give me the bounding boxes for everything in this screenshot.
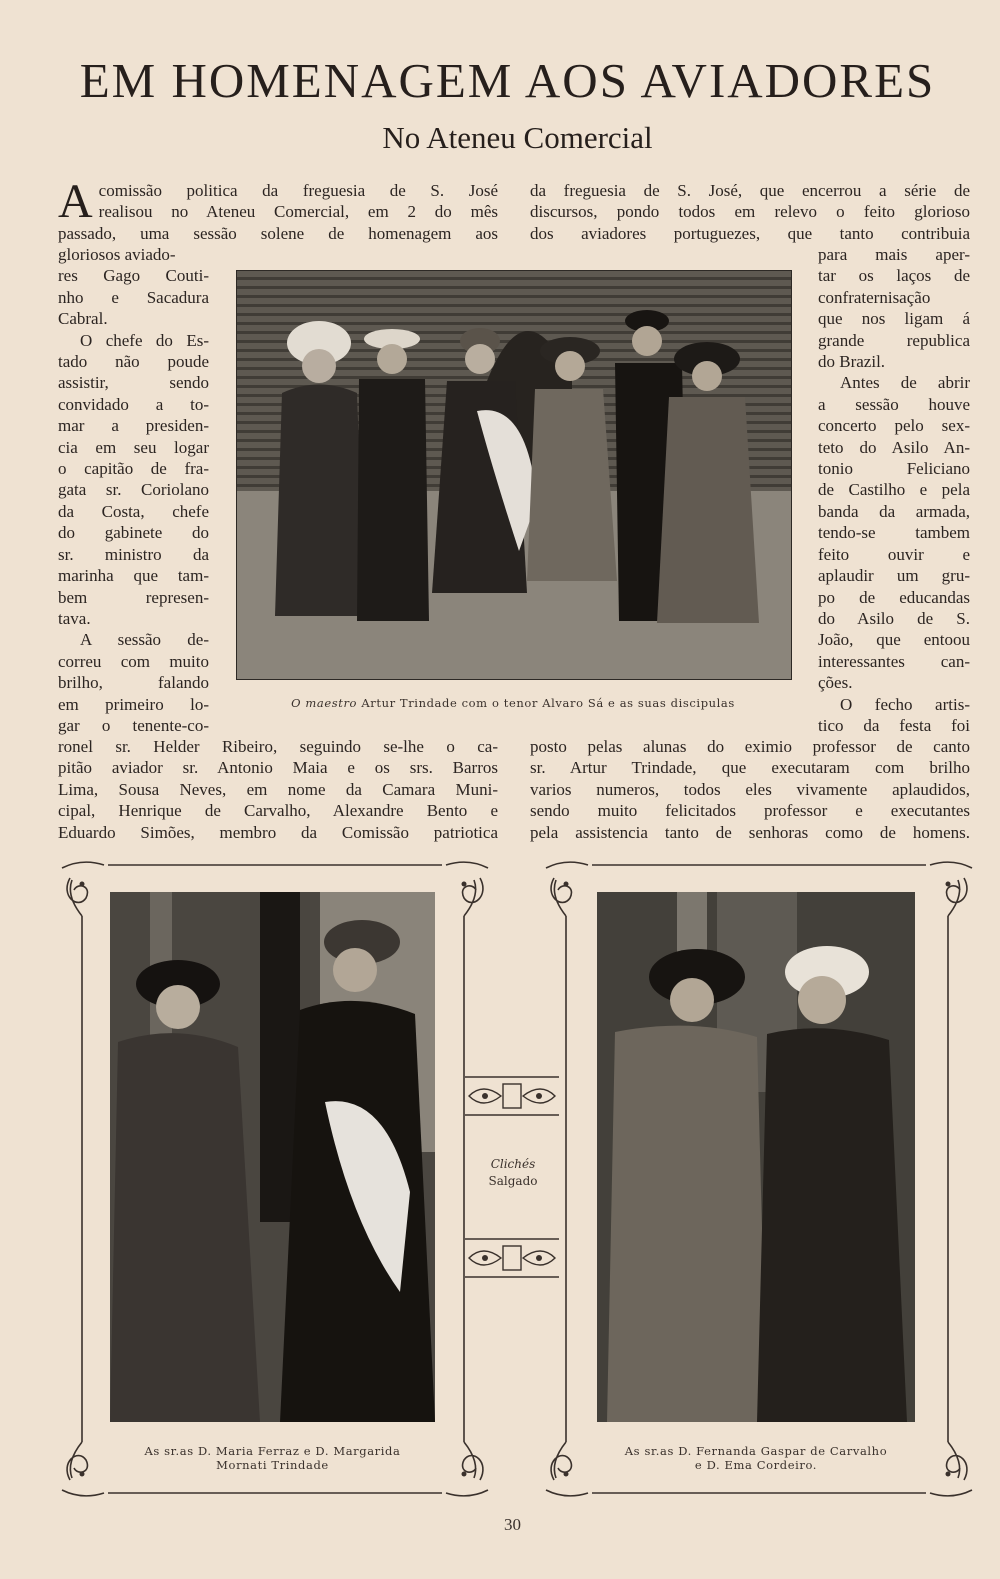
portrait-right-illustration xyxy=(597,892,915,1422)
text-line: gata sr. Coriolano xyxy=(58,480,209,500)
text-line: da freguesia de S. José, que encerrou a série de xyxy=(530,181,970,200)
text-line: sendo muito felicitados professor e executantes xyxy=(530,801,970,821)
left-column-top xyxy=(58,175,498,244)
caption-line: As sr.as D. Fernanda Gaspar de Carvalho xyxy=(624,1444,888,1458)
text-line: realisou no Ateneu Comercial, em 2 do mês xyxy=(98,202,498,222)
portrait-left-illustration xyxy=(110,892,435,1422)
text-line: posto pelas alunas do eximio professor de canto xyxy=(530,737,970,756)
text-line: para mais aper- xyxy=(818,245,970,264)
text-line: do Brazil. xyxy=(818,352,886,372)
text-line: a sessão houve xyxy=(818,394,970,414)
text-line: aplaudir um gru- xyxy=(818,566,970,586)
text-line: comissão politica da freguesia de S. José xyxy=(98,181,498,200)
text-line: marinha que tam- xyxy=(58,566,209,586)
text-line: ronel sr. Helder Ribeiro, seguindo se-lhe o ca- xyxy=(58,737,498,756)
text-line: Cabral. xyxy=(58,309,108,329)
text-line: grande republica xyxy=(818,330,970,350)
text-line: gloriosos aviado- xyxy=(58,245,176,264)
portrait-right-caption xyxy=(587,1444,925,1472)
text-line: correu com muito xyxy=(58,651,209,671)
text-line: tendo-se tambem xyxy=(818,523,970,543)
text-line: feito ouvir e xyxy=(818,544,970,564)
text-line: da Costa, chefe xyxy=(58,501,209,521)
photo-credit xyxy=(463,1156,563,1190)
text-line: de Castilho e pela xyxy=(818,480,970,500)
text-line: do Asilo de S. xyxy=(818,608,970,628)
text-line: banda da armada, xyxy=(818,501,970,521)
drop-cap: A xyxy=(58,175,93,228)
article-subheadline: No Ateneu Comercial xyxy=(382,120,653,155)
group-photo xyxy=(236,270,792,680)
caption-text: Artur Trindade com o tenor Alvaro Sá e as suas discipulas xyxy=(361,696,735,710)
text-line: pitão aviador sr. Antonio Maia e os srs. Barros xyxy=(58,758,498,778)
text-line: A sessão de- xyxy=(80,630,209,650)
right-column-narrow xyxy=(818,244,970,736)
text-line: assistir, sendo xyxy=(58,373,209,393)
portrait-left-caption xyxy=(100,1444,445,1472)
text-line: Lima, Sousa Neves, em nome da Camara Muni- xyxy=(58,779,498,799)
text-line: dos aviadores portuguezes, que tanto contribuia xyxy=(530,223,970,243)
text-line: discursos, pondo todos em relevo o feito glorioso xyxy=(530,202,970,222)
text-line: tico da festa foi xyxy=(818,715,970,735)
text-line: varios numeros, todos eles vivamente aplaudidos, xyxy=(530,779,970,799)
text-line: cipal, Henrique de Carvalho, Alexandre Bento e xyxy=(58,801,498,821)
credit-line-1: Clichés xyxy=(490,1157,536,1171)
text-line: sr. Artur Trindade, que executaram com brilho xyxy=(530,758,970,778)
caption-line: Mornati Trindade xyxy=(216,1458,329,1472)
right-column-bottom xyxy=(530,736,970,843)
caption-line: As sr.as D. Maria Ferraz e D. Margarida xyxy=(144,1444,401,1458)
text-line: convidado a to- xyxy=(58,394,209,414)
text-line: Antes de abrir xyxy=(840,373,970,393)
text-line: sr. ministro da xyxy=(58,544,209,564)
text-line: Eduardo Simões, membro da Comissão patriotica xyxy=(58,822,498,842)
left-column-narrow xyxy=(58,244,209,736)
text-line: O fecho artis- xyxy=(840,694,970,714)
text-line: concerto pelo sex- xyxy=(818,416,970,436)
caption-line: e D. Ema Cordeiro. xyxy=(694,1458,818,1472)
text-line: pela assistencia tanto de senhoras como de homens. xyxy=(530,822,970,842)
center-ornament-top xyxy=(463,1074,561,1118)
text-line: que nos ligam á xyxy=(818,309,970,329)
text-line: tonio Feliciano xyxy=(818,459,970,479)
group-photo-illustration xyxy=(237,271,791,679)
page-number: 30 xyxy=(504,1515,521,1534)
text-line: passado, uma sessão solene de homenagem aos xyxy=(58,223,498,243)
center-ornament-bottom xyxy=(463,1236,561,1280)
text-line: o capitão de fra- xyxy=(58,459,209,479)
text-line: interessantes can- xyxy=(818,651,970,671)
text-line: gar o tenente-co- xyxy=(58,715,209,735)
text-line: mar a presiden- xyxy=(58,416,209,436)
text-line: teto do Asilo An- xyxy=(818,437,970,457)
text-line: po de educandas xyxy=(818,587,970,607)
text-line: brilho, falando xyxy=(58,673,209,693)
text-line: res Gago Couti- xyxy=(58,266,209,286)
text-line: do gabinete do xyxy=(58,523,209,543)
text-line: nho e Sacadura xyxy=(58,287,209,307)
group-photo-caption xyxy=(236,696,790,710)
credit-line-2: Salgado xyxy=(488,1174,538,1188)
left-column-bottom xyxy=(58,736,498,843)
text-line: tava. xyxy=(58,608,91,628)
text-line: em primeiro lo- xyxy=(58,694,209,714)
text-line: tado não poude xyxy=(58,352,209,372)
text-line: ções. xyxy=(818,673,853,693)
caption-italic: O maestro xyxy=(291,696,358,710)
text-line: João, que entoou xyxy=(818,630,970,650)
portrait-photo-right xyxy=(597,892,915,1422)
text-line: O chefe do Es- xyxy=(80,330,209,350)
text-line: tar os laços de xyxy=(818,266,970,286)
text-line: cia em seu logar xyxy=(58,437,209,457)
text-line: bem represen- xyxy=(58,587,209,607)
right-column-top xyxy=(530,180,970,244)
text-line: confraternisação xyxy=(818,287,931,307)
article-headline: EM HOMENAGEM AOS AVIADORES xyxy=(79,53,936,108)
portrait-photo-left xyxy=(110,892,435,1422)
